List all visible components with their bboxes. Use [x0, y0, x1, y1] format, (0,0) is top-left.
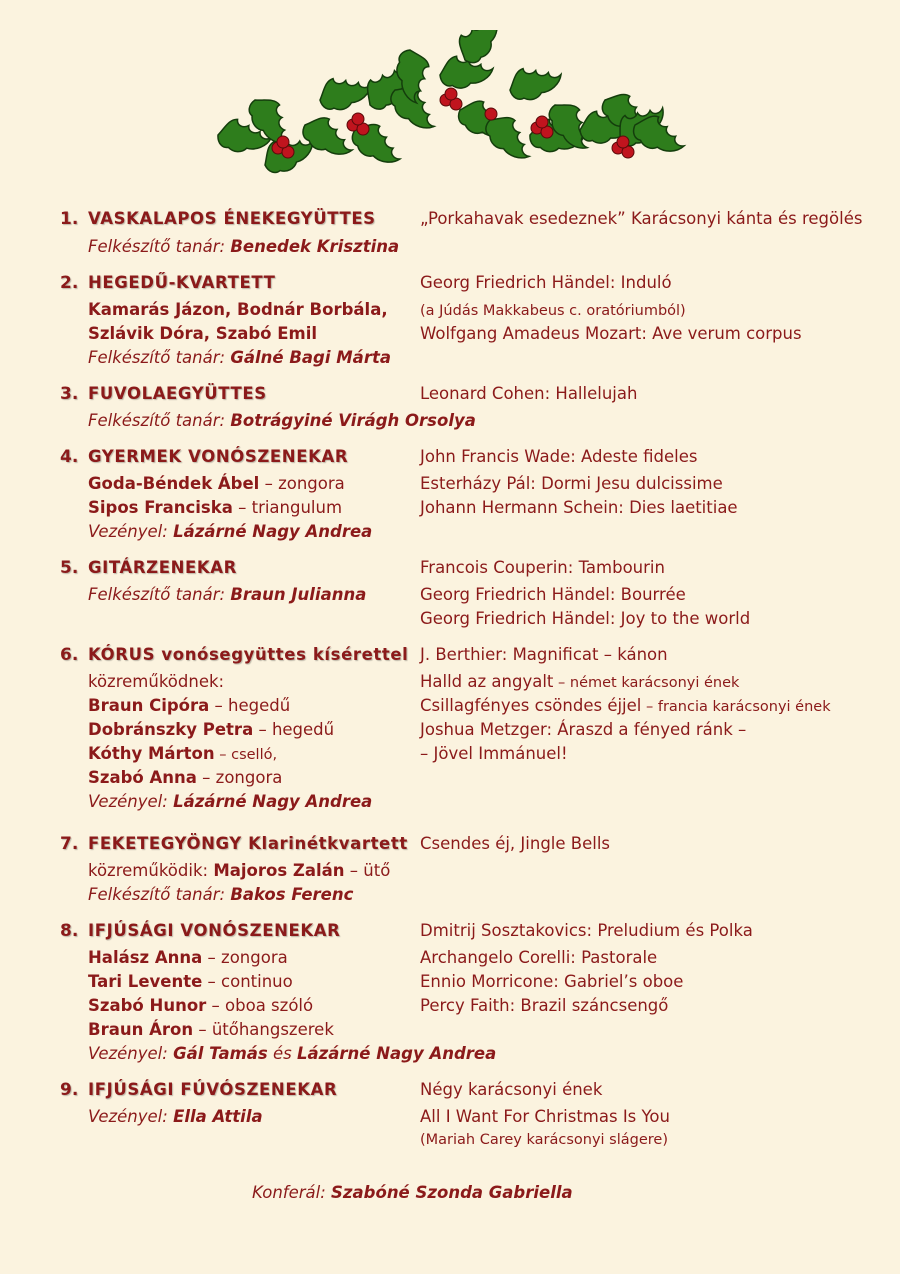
piece: Esterházy Pál: Dormi Jesu dulcissime	[420, 474, 723, 493]
piece: All I Want For Christmas Is You	[420, 1107, 670, 1126]
credit: Vezényel: Lázárné Nagy Andrea	[88, 792, 373, 811]
piece: J. Berthier: Magnificat – kánon	[420, 645, 668, 664]
piece: John Francis Wade: Adeste fideles	[420, 447, 698, 466]
credit: Felkészítő tanár: Gálné Bagi Márta	[88, 348, 391, 367]
piece: „Porkahavak esedeznek” Karácsonyi kánta és regölés	[420, 209, 863, 228]
credit: Felkészítő tanár: Braun Julianna	[88, 585, 367, 604]
ensemble-title: IFJÚSÁGI FÚVÓSZENEKAR	[88, 1080, 338, 1099]
credit: Vezényel: Gál Tamás és Lázárné Nagy Andrea	[88, 1044, 497, 1063]
item-number: 1.	[60, 209, 79, 229]
intro-text: közreműködnek:	[88, 672, 225, 691]
piece: Georg Friedrich Händel: Bourrée	[420, 585, 686, 604]
item-number: 8.	[60, 921, 79, 941]
member: Szabó Hunor – oboa szóló	[88, 996, 314, 1015]
piece: Wolfgang Amadeus Mozart: Ave verum corpus	[420, 324, 802, 343]
piece: – Jövel Immánuel!	[420, 744, 568, 763]
piece: Georg Friedrich Händel: Joy to the world	[420, 609, 751, 628]
ensemble-title: FUVOLAEGYÜTTES	[88, 384, 267, 403]
piece: (Mariah Carey karácsonyi slágere)	[420, 1132, 668, 1148]
piece: Ennio Morricone: Gabriel’s oboe	[420, 972, 684, 991]
member: Braun Cipóra – hegedű	[88, 696, 291, 715]
ensemble-title: VASKALAPOS ÉNEKEGYÜTTES	[88, 209, 376, 228]
member: Szabó Anna – zongora	[88, 768, 283, 787]
ensemble-title: GYERMEK VONÓSZENEKAR	[88, 447, 349, 466]
credit: Felkészítő tanár: Botrágyiné Virágh Orsolya	[88, 411, 476, 430]
piece: Dmitrij Sosztakovics: Preludium és Polka	[420, 921, 753, 940]
member: Szlávik Dóra, Szabó Emil	[88, 324, 318, 343]
piece: Csillagfényes csöndes éjjel – francia karácsonyi ének	[420, 696, 831, 715]
ensemble-title: IFJÚSÁGI VONÓSZENEKAR	[88, 921, 341, 940]
item-number: 9.	[60, 1080, 79, 1100]
item-number: 4.	[60, 447, 79, 467]
credit: Felkészítő tanár: Benedek Krisztina	[88, 237, 400, 256]
piece: Percy Faith: Brazil száncsengő	[420, 996, 669, 1015]
piece: Johann Hermann Schein: Dies laetitiae	[420, 498, 738, 517]
credit: Vezényel: Lázárné Nagy Andrea	[88, 522, 373, 541]
item-number: 3.	[60, 384, 79, 404]
intro-text: közreműködik: Majoros Zalán – ütő	[88, 861, 391, 880]
item-number: 2.	[60, 273, 79, 293]
item-number: 6.	[60, 645, 79, 665]
member: Braun Áron – ütőhangszerek	[88, 1020, 334, 1039]
piece: Négy karácsonyi ének	[420, 1080, 603, 1099]
member: Dobránszky Petra – hegedű	[88, 720, 335, 739]
member: Halász Anna – zongora	[88, 948, 288, 967]
piece: Joshua Metzger: Áraszd a fényed ránk –	[420, 720, 747, 739]
ensemble-title: GITÁRZENEKAR	[88, 558, 237, 577]
item-number: 7.	[60, 834, 79, 854]
member: Goda-Béndek Ábel – zongora	[88, 474, 345, 493]
member: Tari Levente – continuo	[88, 972, 293, 991]
member: Sipos Franciska – triangulum	[88, 498, 343, 517]
ensemble-title: KÓRUS vonósegyüttes kísérettel	[88, 645, 409, 664]
credit: Vezényel: Ella Attila	[88, 1107, 263, 1126]
piece: Archangelo Corelli: Pastorale	[420, 948, 658, 967]
piece: Halld az angyalt – német karácsonyi ének	[420, 672, 740, 691]
holly-garland-icon	[210, 30, 700, 200]
piece: Francois Couperin: Tambourin	[420, 558, 665, 577]
member: Kóthy Márton – cselló,	[88, 744, 278, 763]
host-credit: Konferál: Szabóné Szonda Gabriella	[252, 1183, 573, 1202]
ensemble-title: FEKETEGYÖNGY Klarinétkvartett	[88, 834, 408, 853]
item-number: 5.	[60, 558, 79, 578]
ensemble-title: HEGEDŰ-KVARTETT	[88, 273, 276, 292]
piece: Csendes éj, Jingle Bells	[420, 834, 611, 853]
credit: Felkészítő tanár: Bakos Ferenc	[88, 885, 354, 904]
piece: Georg Friedrich Händel: Induló	[420, 273, 672, 292]
member: Kamarás Jázon, Bodnár Borbála,	[88, 300, 388, 319]
piece: (a Júdás Makkabeus c. oratóriumból)	[420, 303, 686, 319]
piece: Leonard Cohen: Hallelujah	[420, 384, 638, 403]
